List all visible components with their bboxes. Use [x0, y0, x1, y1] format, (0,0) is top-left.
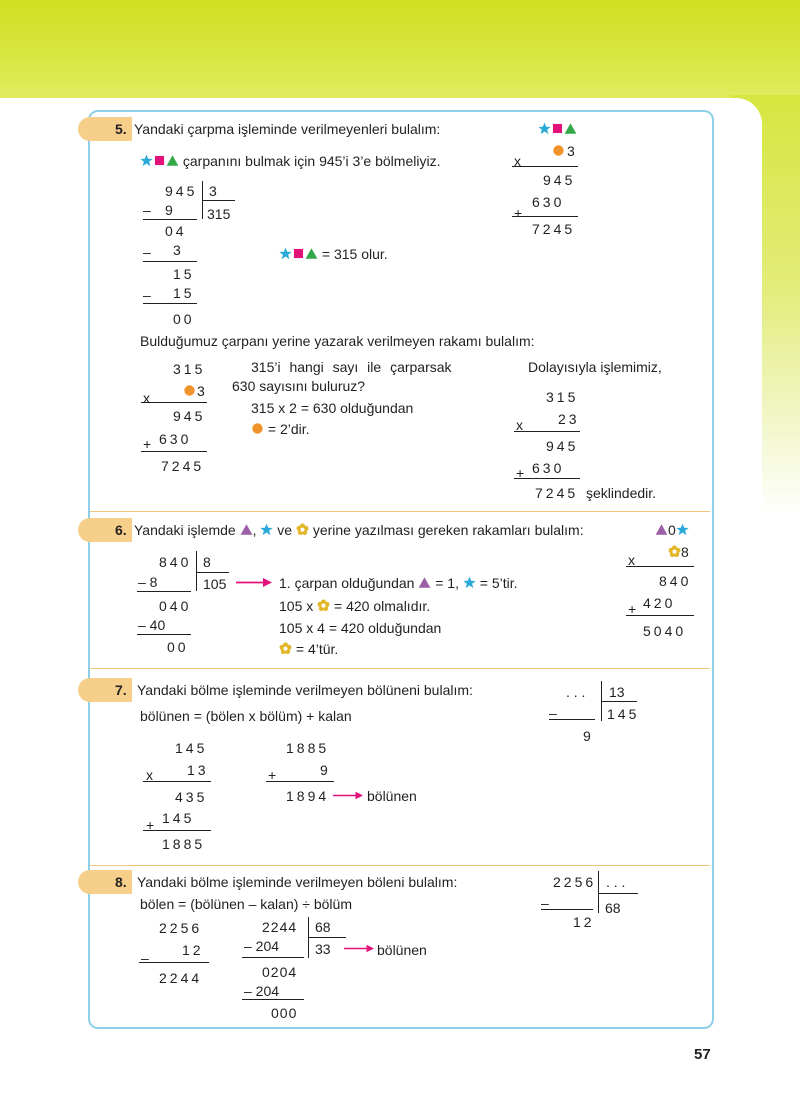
title-text: , — [252, 522, 257, 538]
divisor: 68 — [315, 919, 331, 935]
triangle-icon — [305, 247, 318, 260]
formula: bölen = (bölünen – kalan) ÷ bölüm — [140, 896, 352, 912]
intro-text: çarpanını bulmak için 945’i 3’e bölmeliyiz. — [182, 153, 441, 169]
divisor: 13 — [609, 684, 625, 700]
subtrahend: – 8 — [138, 574, 158, 590]
division-bar — [196, 572, 229, 573]
divisor: 8 — [203, 554, 211, 570]
question-7-title: Yandaki bölme işleminde verilmeyen bölüneni bulalım: — [137, 682, 473, 698]
product-total: 1885 — [162, 836, 206, 852]
arrow-icon — [236, 577, 272, 588]
quotient: 105 — [203, 576, 227, 592]
rule-line — [266, 781, 334, 782]
explanation-text: = 420 olmalıdır. — [334, 598, 431, 614]
multiplicand: 315 — [546, 389, 579, 405]
partial-product: 945 — [546, 438, 579, 454]
minus-sign: – — [141, 950, 149, 966]
explanation-line-4 — [279, 641, 338, 657]
subtrahend: 12 — [182, 942, 204, 958]
square-icon — [292, 247, 305, 260]
question-text: 315 x 2 = 630 olduğundan — [251, 400, 414, 416]
times-sign: x — [516, 417, 523, 433]
unknown-dividend: . . . — [566, 684, 586, 700]
division-bar — [308, 937, 346, 938]
partial-product: 630 — [532, 460, 565, 476]
dividend: 2244 — [262, 919, 298, 935]
division-bar — [598, 893, 638, 894]
plus-sign: + — [268, 767, 277, 783]
result-label: bölünen — [377, 942, 427, 958]
question-5-intro — [140, 153, 440, 169]
star-icon — [260, 523, 273, 536]
question-5-title: Yandaki çarpma işleminde verilmeyenleri bulalım: — [134, 121, 441, 137]
explanation-line-3: 105 x 4 = 420 olduğundan — [279, 620, 442, 636]
dividend: 945 — [165, 183, 198, 199]
remainder: 15 — [173, 266, 195, 282]
flower-icon — [317, 599, 330, 612]
remainder: 04 — [165, 223, 187, 239]
subtrahend: 9 — [165, 202, 173, 218]
digit: 0 — [668, 522, 676, 538]
difference: 2244 — [159, 970, 203, 986]
minus-sign: – — [143, 287, 151, 303]
plus-sign: + — [143, 436, 152, 452]
multiplier: 23 — [558, 411, 580, 427]
multiplier: 13 — [187, 762, 209, 778]
question-text: 315’i hangi sayı ile çarparsak — [251, 359, 452, 375]
times-sign: x — [143, 390, 150, 406]
subtrahend: – 204 — [244, 983, 280, 999]
subtrahend: 15 — [173, 285, 195, 301]
question-number: 8. — [115, 874, 127, 890]
question-number: 5. — [115, 121, 127, 137]
divisor: 3 — [209, 183, 217, 199]
partial-product: 420 — [643, 595, 676, 611]
partial-product: 145 — [162, 810, 195, 826]
star-icon — [538, 122, 551, 135]
arrow-icon — [344, 943, 374, 954]
times-sign: x — [146, 767, 153, 783]
rule-line — [242, 999, 304, 1000]
operand-symbols — [655, 522, 689, 538]
orange-dot-icon — [251, 422, 264, 435]
purple-triangle-icon — [655, 523, 668, 536]
dividend: 840 — [159, 554, 192, 570]
remainder: 9 — [583, 728, 591, 744]
rule-line — [541, 909, 593, 910]
subtrahend: – 204 — [244, 938, 280, 954]
minuend: 2256 — [159, 920, 203, 936]
remainder: 040 — [159, 598, 192, 614]
star-icon — [676, 523, 689, 536]
answer-line — [251, 421, 310, 437]
rule-line — [141, 451, 207, 452]
remainder: 12 — [573, 914, 595, 930]
formula: bölünen = (bölen x bölüm) + kalan — [140, 708, 352, 724]
rule-line — [143, 830, 211, 831]
question-5-line2: Bulduğumuz çarpanı yerine yazarak verilmeyen rakamı bulalım: — [140, 333, 535, 349]
subtrahend: – 40 — [138, 617, 166, 633]
rule-line — [143, 781, 211, 782]
unknown-divisor: . . . — [606, 874, 626, 890]
purple-triangle-icon — [240, 523, 253, 536]
division-bar — [598, 871, 599, 913]
final-suffix: şeklindedir. — [586, 485, 657, 501]
division-bar — [601, 701, 637, 702]
remainder: 0204 — [262, 964, 298, 980]
rule-line — [143, 219, 197, 220]
result-text: = 315 olur. — [321, 246, 388, 262]
remainder: 00 — [167, 639, 189, 655]
section-divider — [90, 511, 710, 512]
rule-line — [143, 303, 197, 304]
product-total: 5040 — [643, 623, 687, 639]
times-sign: x — [628, 552, 635, 568]
star-square-triangle-group — [538, 121, 577, 137]
purple-triangle-icon — [418, 576, 431, 589]
rule-line — [137, 591, 191, 592]
star-icon — [140, 154, 153, 167]
quotient: 145 — [607, 706, 640, 722]
multiplier-digit: 3 — [567, 143, 575, 159]
page-number: 57 — [694, 1046, 711, 1063]
triangle-icon — [564, 122, 577, 135]
flower-icon — [668, 545, 681, 558]
explanation-text: 1. çarpan olduğundan — [279, 575, 415, 591]
rule-line — [137, 634, 191, 635]
star-icon — [463, 576, 476, 589]
division-bar — [202, 200, 235, 201]
multiplicand: 145 — [175, 740, 208, 756]
final-intro: Dolayısıyla işlemimiz, — [528, 359, 662, 375]
sum-total: 1894 — [286, 788, 330, 804]
result-label: bölünen — [367, 788, 417, 804]
minus-sign: – — [143, 244, 151, 260]
plus-sign: + — [514, 205, 523, 221]
flower-icon — [279, 642, 292, 655]
rule-line — [626, 615, 694, 616]
quotient: 315 — [207, 206, 231, 222]
square-icon — [551, 122, 564, 135]
title-text: Yandaki işlemde — [134, 522, 236, 538]
question-number: 6. — [115, 522, 127, 538]
rule-line — [242, 957, 304, 958]
plus-sign: + — [628, 601, 637, 617]
plus-sign: + — [516, 465, 525, 481]
section-divider — [90, 865, 710, 866]
rule-line — [514, 478, 580, 479]
rule-line — [512, 166, 578, 167]
plus-sign: + — [146, 817, 155, 833]
explanation-text: = 5’tir. — [479, 575, 518, 591]
quotient: 33 — [315, 941, 331, 957]
question-6-title — [134, 522, 584, 538]
partial-product: 630 — [159, 431, 192, 447]
orange-dot-icon — [183, 384, 196, 397]
times-sign: x — [514, 153, 521, 169]
rule-line — [143, 261, 197, 262]
explanation-text: 105 x — [279, 598, 314, 614]
quotient: 68 — [605, 900, 621, 916]
explanation-text: = 4’tür. — [295, 641, 339, 657]
question-8-title: Yandaki bölme işleminde verilmeyen böleni bulalım: — [137, 874, 458, 890]
result-line — [279, 246, 388, 262]
minus-sign: – — [143, 202, 151, 218]
addend: 9 — [320, 762, 328, 778]
title-text: yerine yazılması gereken rakamları bulalım: — [312, 522, 584, 538]
multiplier-digit: 3 — [197, 383, 205, 399]
star-icon — [279, 247, 292, 260]
question-text: 630 sayısını buluruz? — [232, 378, 366, 394]
minus-sign: – — [549, 705, 557, 721]
minus-sign: – — [541, 895, 549, 911]
rule-line — [139, 962, 209, 963]
partial-product: 945 — [173, 408, 206, 424]
remainder: 00 — [173, 311, 195, 327]
product-total: 7245 — [161, 458, 205, 474]
rule-line — [141, 402, 207, 403]
product-total: 7245 — [535, 485, 579, 501]
flower-icon — [296, 523, 309, 536]
partial-product: 945 — [543, 172, 576, 188]
section-divider — [90, 668, 710, 669]
remainder: 000 — [271, 1005, 298, 1021]
question-number: 7. — [115, 682, 127, 698]
addend: 1885 — [286, 740, 330, 756]
rule-line — [512, 216, 578, 217]
partial-product: 840 — [659, 573, 692, 589]
title-text: ve — [277, 522, 293, 538]
arrow-icon — [333, 790, 363, 801]
product-total: 7245 — [532, 221, 576, 237]
partial-product: 630 — [532, 194, 565, 210]
dividend: 2256 — [553, 874, 597, 890]
explanation-line-1 — [279, 575, 518, 591]
orange-dot-icon — [552, 144, 565, 157]
explanation-line-2 — [279, 598, 430, 614]
square-icon — [153, 154, 166, 167]
division-bar — [196, 551, 197, 591]
subtrahend: 3 — [173, 242, 181, 258]
triangle-icon — [166, 154, 179, 167]
rule-line — [549, 719, 595, 720]
explanation-text: = 1, — [435, 575, 459, 591]
multiplicand: 315 — [173, 361, 206, 377]
answer-text: = 2’dir. — [267, 421, 310, 437]
rule-line — [514, 431, 580, 432]
digit: 8 — [681, 544, 689, 560]
partial-product: 435 — [175, 789, 208, 805]
rule-line — [626, 566, 694, 567]
multiplier-symbols — [668, 544, 689, 560]
